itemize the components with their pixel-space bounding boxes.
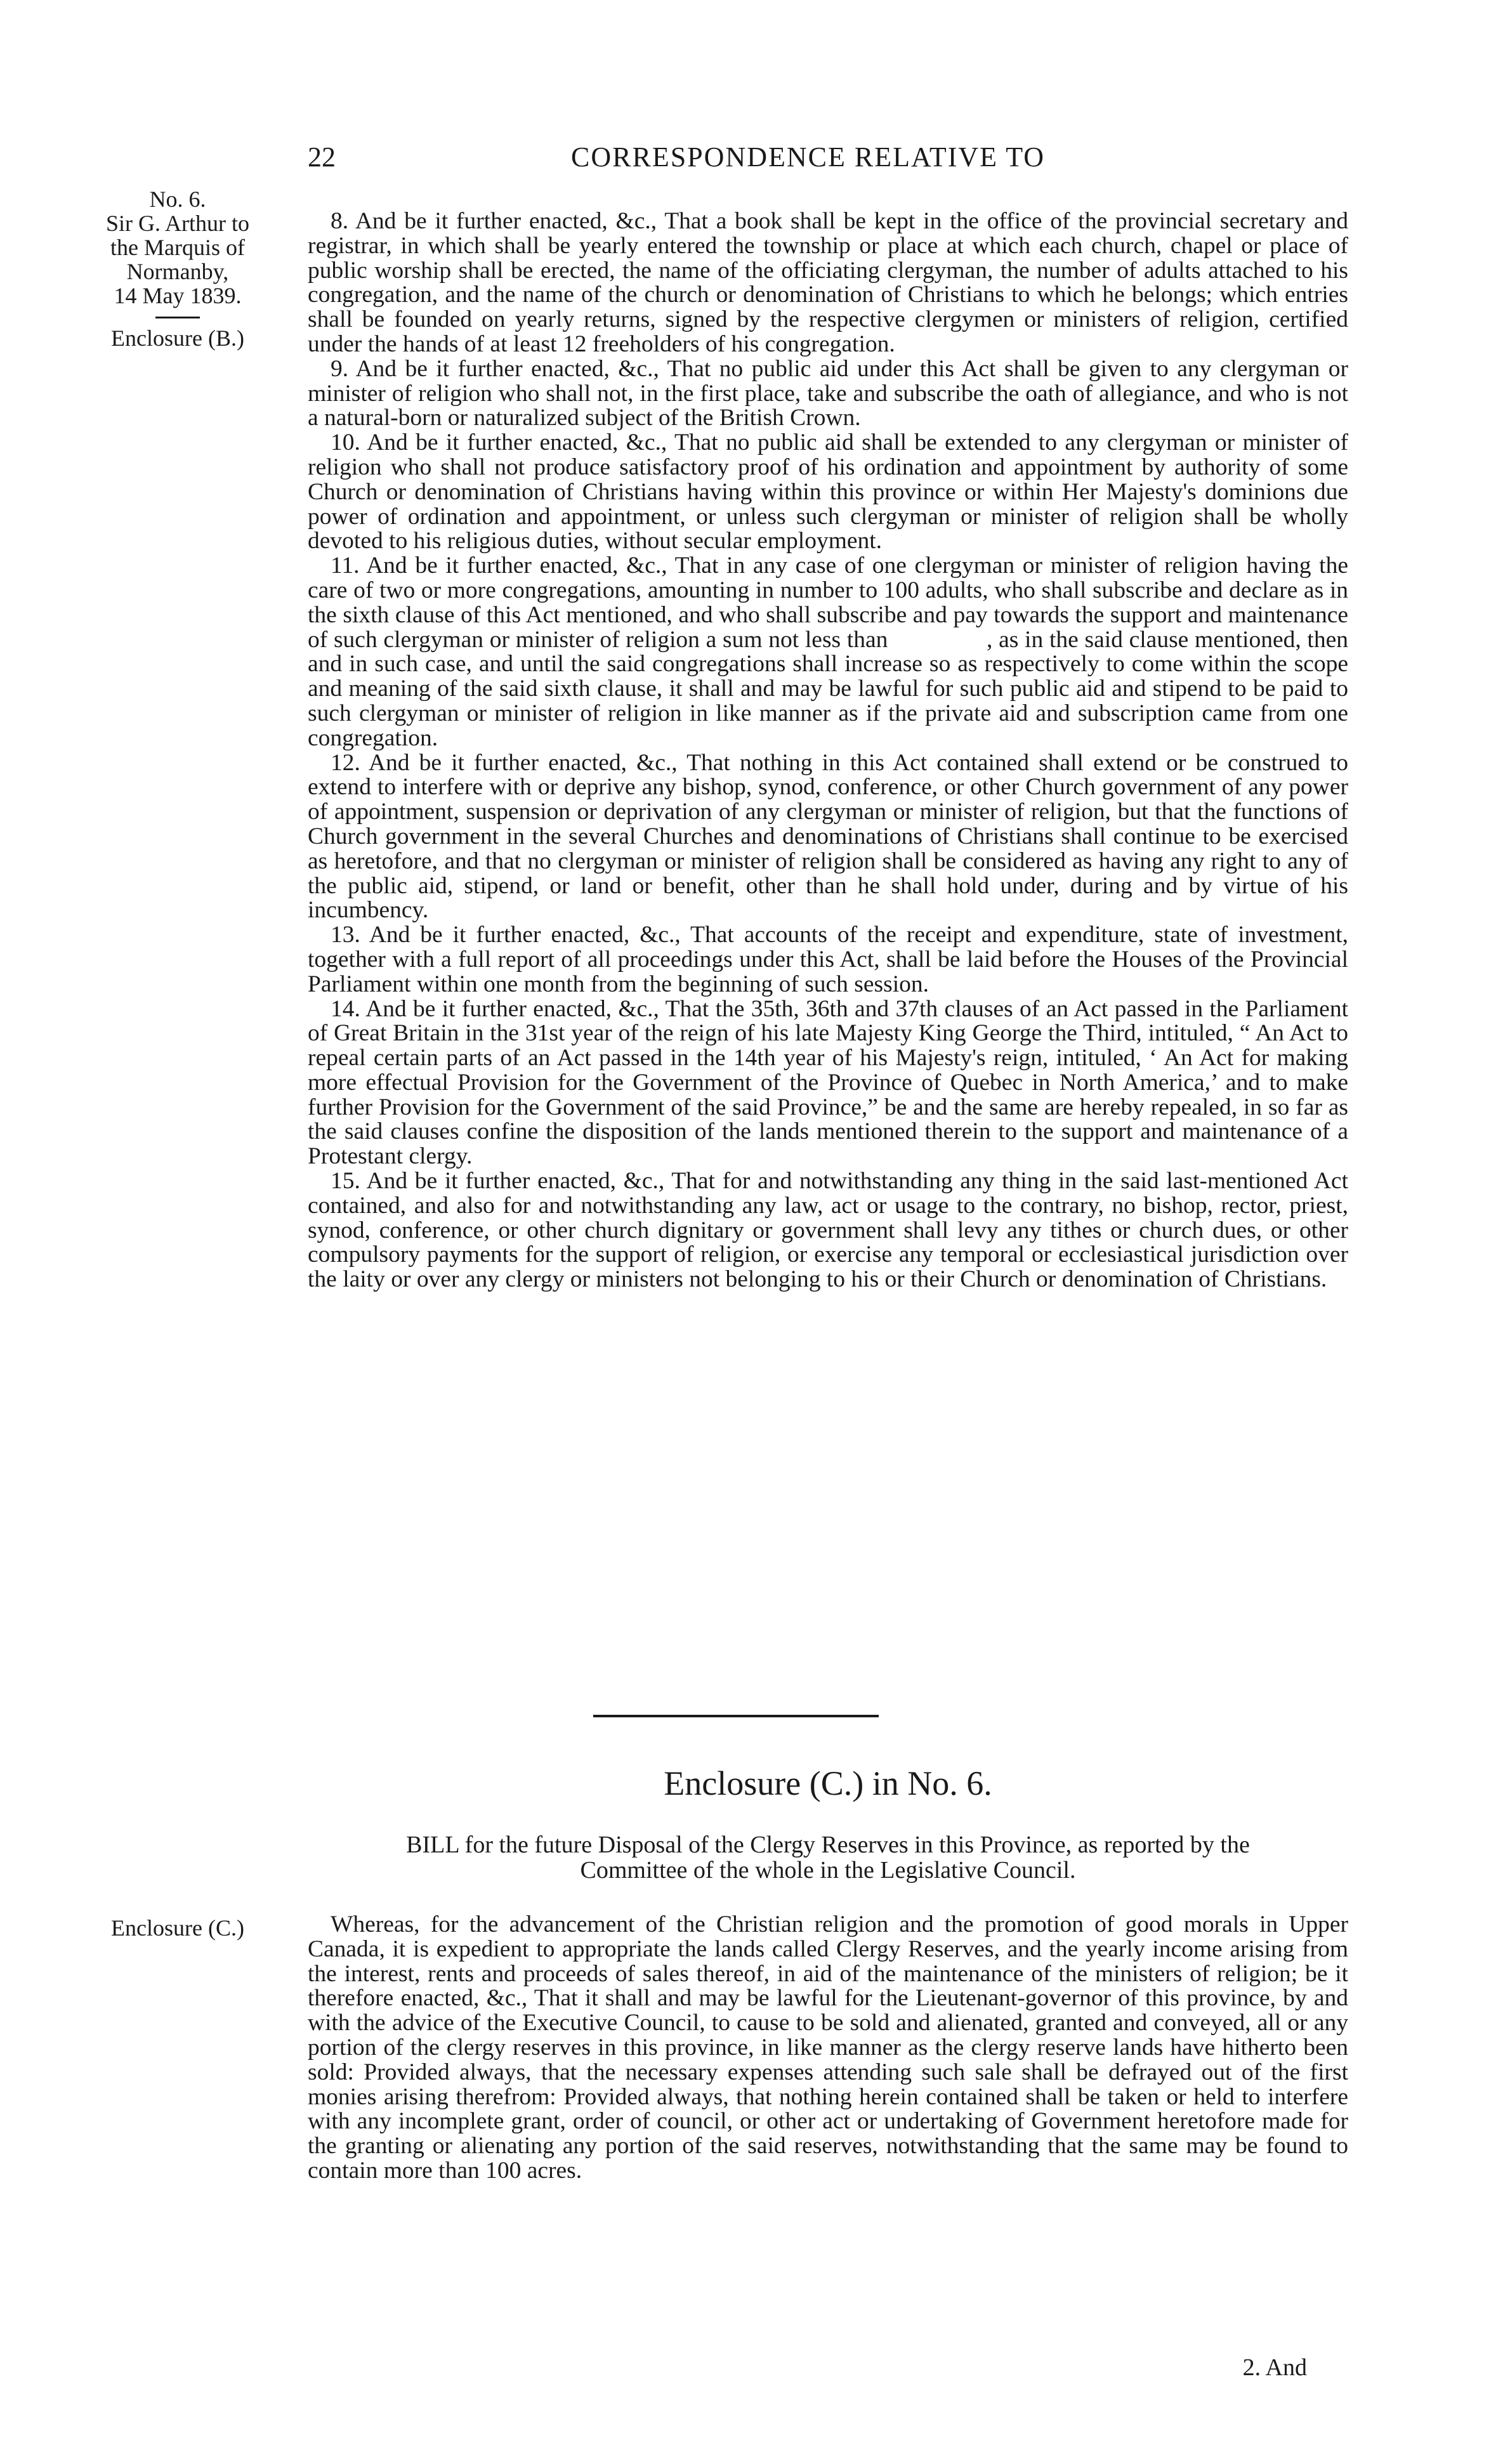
clause-8: 8. And be it further enacted, &c., That a book shall be kept in the office of the provincial secretary and registrar, in which shall be yearly entered the township or place at which each church, chapel or place of public worship shall be erected, the name of the officiating clergyman, the number of adults attached to his congregation, and the name of the church or denomination of Christians to which he belongs; which entries shall be founded on yearly returns, signed by the respective clergymen or ministers of religion, certified under the hands of at least 12 freeholders of his congregation. — [308, 208, 1348, 357]
section-divider — [593, 1715, 879, 1717]
clause-11: 11. And be it further enacted, &c., That in any case of one clergyman or minister of religion having the care of two or more congregations, amounting in number to 100 adults, who shall subscribe and declare as in the sixth clause of this Act mentioned, and who shall subscribe and pay towards the support and maintenance of such clergyman or minister of religion a sum not less than , as in the said clause mentioned, then and in such case, and until the said congregations shall increase so as respectively to come within the scope and meaning of the said sixth clause, it shall and may be lawful for such public aid and stipend to be paid to such clergyman or minister of religion in like manner as if the private aid and subscription came from one congregation. — [308, 553, 1355, 751]
margin-line: No. 6. — [149, 187, 206, 212]
clause-12: 12. And be it further enacted, &c., That nothing in this Act contained shall extend or be construed to extend to interfere with or deprive any bishop, synod, conference, or other Church government of any power of appointment, suspension or deprivation of any clergyman or minister of religion, but that the functions of Church government in the several Churches and denominations of Christians shall continue to be exercised as heretofore, and that no clergyman or minister of religion shall be considered as having any right to any of the public aid, stipend, or land or benefit, other than he shall hold under, during and by virtue of his incumbency. — [308, 749, 1348, 924]
running-title: CORRESPONDENCE RELATIVE TO — [571, 141, 1046, 173]
margin-rule — [155, 317, 200, 318]
enclosure-c-text — [308, 1913, 1348, 2184]
clause-13: 13. And be it further enacted, &c., That accounts of the receipt and expenditure, state of investment, together with a full report of all proceedings under this Act, shall be laid before the Houses of the Provincial Parliament within one month from the beginning of such session. — [308, 922, 1348, 997]
clause-15: 15. And be it further enacted, &c., That for and notwithstanding any thing in the said last-mentioned Act contained, and also for and notwithstanding any law, act or usage to the contrary, no bishop, rector, priest, synod, conference, or other church dignitary or government shall levy any tithes or church dues, or other compulsory payments for the support of religion, or exercise any temporal or ecclesiastical jurisdiction over the laity or over any clergy or ministers not belonging to his or their Church or denomination of Christians. — [308, 1168, 1348, 1293]
margin-line: the Marquis of — [110, 235, 245, 260]
margin-note-top — [63, 187, 292, 350]
enclosure-b-text — [308, 208, 1355, 1293]
clause-10: 10. And be it further enacted, &c., That no public aid shall be extended to any clergyman or minister of religion who shall not produce satisfactory proof of his ordination and appointment by authority of some Church or denomination of Christians having within this province or within Her Majesty's dominions due power of ordination and appointment, or unless such clergyman or minister of religion shall be wholly devoted to his religious duties, without secular employment. — [308, 429, 1348, 554]
margin-line: 14 May 1839. — [114, 283, 242, 308]
bill-title — [308, 1832, 1348, 1883]
bill-title-line: Committee of the whole in the Legislative Council. — [580, 1857, 1076, 1884]
clause-9: 9. And be it further enacted, &c., That no public aid under this Act shall be given to any clergyman or minister of religion who shall not, in the first place, take and subscribe the oath of allegiance, and who is not a natural-born or naturalized subject of the British Crown. — [308, 355, 1348, 431]
margin-line: Normanby, — [126, 259, 229, 284]
catchword: 2. And — [1242, 2354, 1307, 2381]
margin-note-bottom — [63, 1916, 292, 1940]
enclosure-c-title: Enclosure (C.) in No. 6. — [664, 1764, 992, 1802]
bill-title-line: BILL for the future Disposal of the Clergy Reserves in this Province, as reported by the — [406, 1832, 1250, 1858]
margin-enclosure-c: Enclosure (C.) — [111, 1915, 244, 1941]
bill-preamble: Whereas, for the advancement of the Christian religion and the promotion of good morals in Upper Canada, it is expedient to appropriate the lands called Clergy Reserves, and the yearly income arising from the interest, rents and proceeds of sales thereof, in aid of the maintenance of the ministers of religion; be it therefore enacted, &c., That it shall and may be lawful for the Lieutenant-governor of this province, by and with the advice of the Executive Council, to cause to be sold and alienated, granted and conveyed, all or any portion of the clergy reserves in this province, in like manner as the clergy reserve lands have hitherto been sold: Provided always, that the necessary expenses attending such sale shall be defrayed out of the first monies arising therefrom: Provided always, that nothing herein contained shall be taken or held to interfere with any incomplete grant, order of council, or other act or undertaking of Government heretofore made for the granting or alienating any portion of the said reserves, notwithstanding that the same may be found to contain more than 100 acres. — [308, 1911, 1348, 2184]
margin-line: Sir G. Arthur to — [105, 211, 249, 236]
margin-enclosure-b: Enclosure (B.) — [111, 325, 244, 351]
clause-14: 14. And be it further enacted, &c., That the 35th, 36th and 37th clauses of an Act passed in the Parliament of Great Britain in the 31st year of the reign of his late Majesty King George the Third, intituled, “ An Act to repeal certain parts of an Act passed in the 14th year of his Majesty's reign, intituled, ‘ An Act for making more effectual Provision for the Government of the Province of Quebec in North America,’ and to make further Provision for the Government of the said Province,” be and the same are hereby repealed, in so far as the said clauses confine the disposition of the lands mentioned therein to the support and maintenance of a Protestant clergy. — [308, 995, 1348, 1170]
page-number: 22 — [308, 141, 336, 173]
